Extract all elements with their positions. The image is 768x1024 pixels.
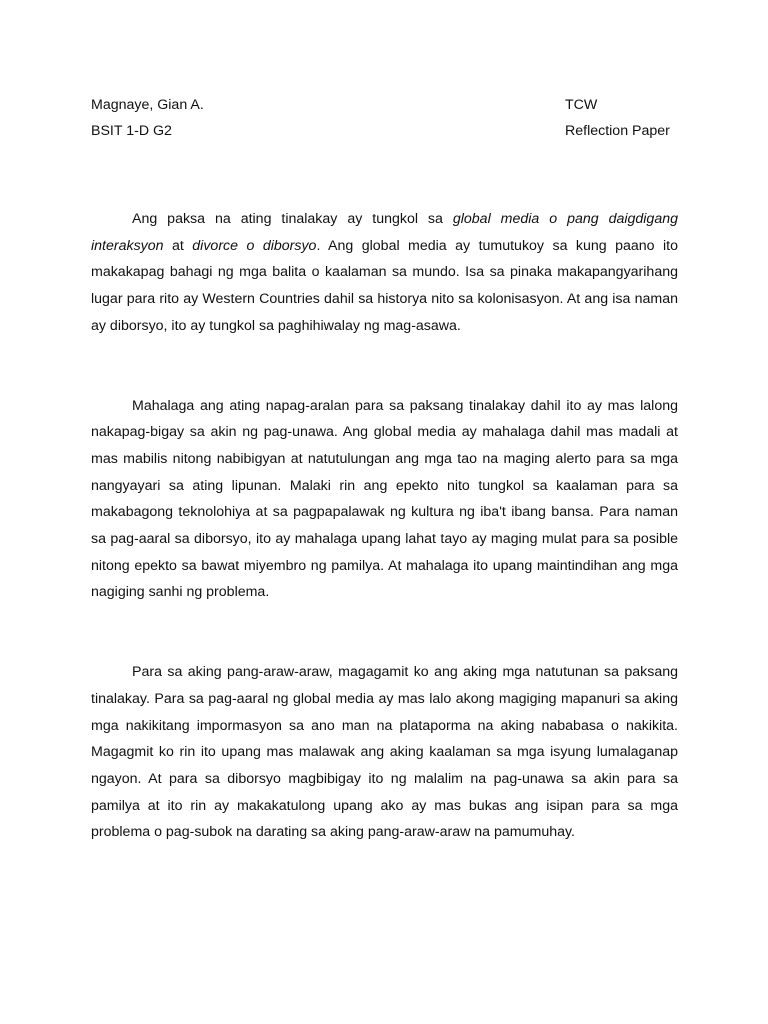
document-body <box>91 206 678 899</box>
author-name: Magnaye, Gian A. <box>91 97 204 113</box>
paragraph-1-text-c: at <box>163 237 193 254</box>
paragraph-1-text-a: Ang paksa na ating tinalakay ay tungkol sa <box>132 211 453 227</box>
course-code: TCW <box>565 97 598 113</box>
paragraph-1 <box>91 206 678 340</box>
document-header <box>91 92 677 144</box>
document-type: Reflection Paper <box>565 123 670 139</box>
paragraph-1-italic-topic-2: divorce o diborsyo <box>192 237 317 254</box>
paragraph-1-text-e: . Ang global media ay tumutukoy sa kung paano ito makakapag bahagi ng mga balita o kaalaman sa mundo. Isa sa pinaka makapangyarihang lugar para rito ay Western Countries dahil sa historya nito sa kolonisasyon. At ang isa naman ay diborsyo, ito ay tungkol sa paghihiwalay ng mag-asawa. <box>91 237 679 334</box>
section-label: BSIT 1-D G2 <box>91 123 172 139</box>
paragraph-1-italic-topic-1: global media o pang daigdigang interaksyon <box>91 211 678 254</box>
paragraph-3: Para sa aking pang-araw-araw, magagamit ko ang aking mga natutunan sa paksang tinalakay. Para sa pag-aaral ng global media ay mas lalo akong magiging mapanuri sa aking mga nakikitang impormasyon sa ano man na plataporma na aking nababasa o nakikita. Magagmit ko rin ito upang mas malawak ang aking kaalaman sa mga isyung lumalaganap ngayon. At para sa diborsyo magbibigay ito ng malalim na pag-unawa sa akin para sa pamilya at ito rin ay makakatulong upang ako ay mas bukas ang isipan para sa mga problema o pag-subok na darating sa aking pang-araw-araw na pamumuhay. <box>91 664 678 841</box>
paragraph-2: Mahalaga ang ating napag-aralan para sa paksang tinalakay dahil ito ay mas lalong nakapag-bigay sa akin ng pag-unawa. Ang global media ay mahalaga dahil mas madali at mas mabilis nitong nabibigyan at natutulungan ang mga tao na maging alerto para sa mga nangyayari sa ating lipunan. Malaki rin ang epekto nito tungkol sa kaalaman para sa makabagong teknolohiya at sa pagpapalawak ng kultura ng iba't ibang bansa. Para naman sa pag-aaral sa diborsyo, ito ay mahalaga upang lahat tayo ay maging mulat para sa posible nitong epekto sa bawat miyembro ng pamilya. At mahalaga ito upang maintindihan ang mga nagiging sanhi ng problema. <box>91 397 678 601</box>
header-row-2 <box>91 118 677 144</box>
header-row-1 <box>91 92 677 118</box>
